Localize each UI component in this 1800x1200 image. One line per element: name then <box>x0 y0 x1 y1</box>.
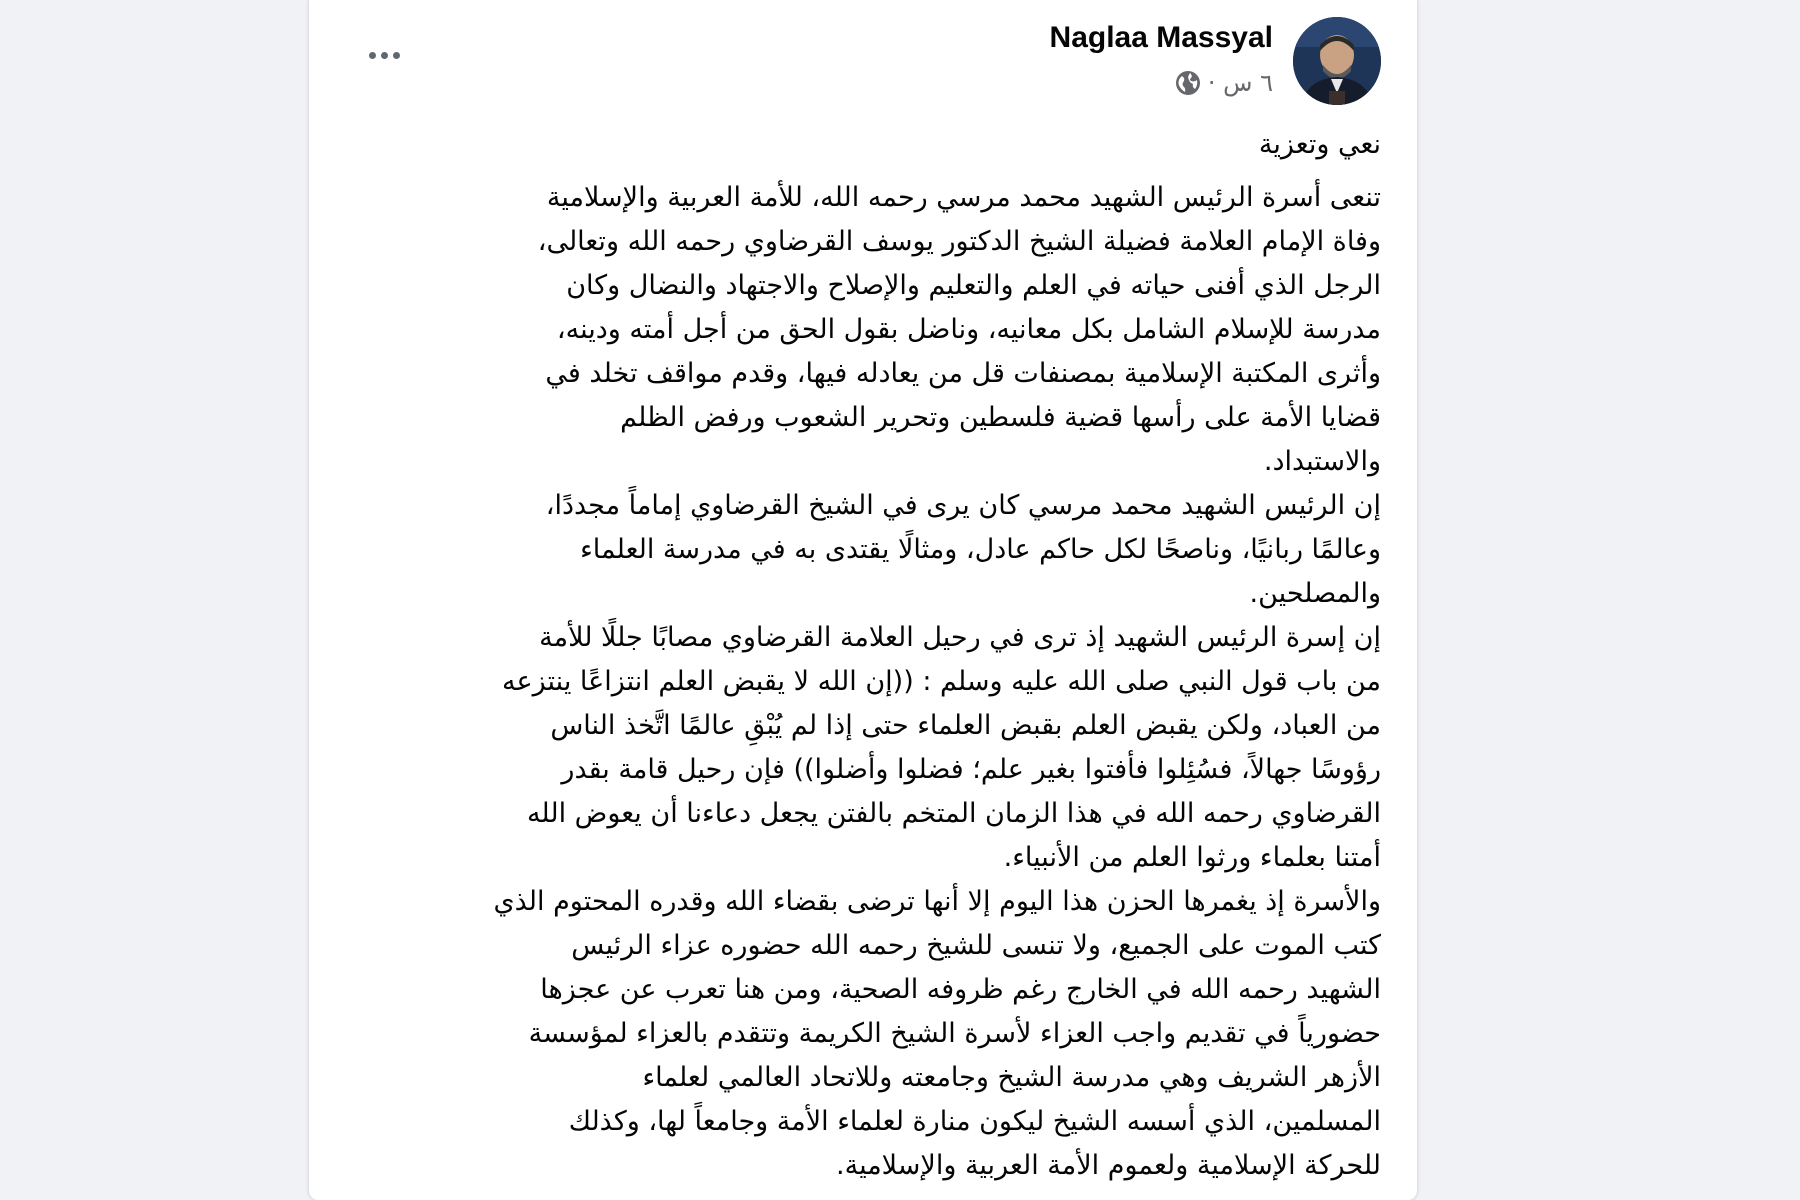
post-line: من باب قول النبي صلى الله عليه وسلم : ((إن الله لا يقبض العلم انتزاعًا ينتزعه <box>502 666 1381 697</box>
post-line: قضايا الأمة على رأسها قضية فلسطين وتحرير الشعوب ورفض الظلم <box>620 402 1381 433</box>
post-timestamp[interactable]: ٦ س · <box>1207 69 1273 97</box>
post-line: من العباد، ولكن يقبض العلم بقبض العلماء حتى إذا لم يُبْقِ عالمًا اتَّخذ الناس <box>550 710 1381 741</box>
author-avatar[interactable] <box>1293 17 1381 105</box>
post-line: كتب الموت على الجميع، ولا تنسى للشيخ رحمه الله حضوره عزاء الرئيس <box>571 930 1381 961</box>
post-line: والاستبداد. <box>1263 446 1381 477</box>
globe-icon[interactable] <box>1174 69 1202 97</box>
post-body <box>339 126 1381 1188</box>
post-card <box>308 0 1418 1200</box>
post-line: وعالمًا ربانيًا، وناصحًا لكل حاكم عادل، ومثالًا يقتدى به في مدرسة العلماء <box>580 534 1381 565</box>
post-line: القرضاوي رحمه الله في هذا الزمان المتخم بالفتن يجعل دعاءنا أن يعوض الله <box>526 798 1381 829</box>
post-line: إن إسرة الرئيس الشهيد إذ ترى في رحيل العلامة القرضاوي مصابًا جللًا للأمة <box>539 622 1381 653</box>
post-line: والمصلحين. <box>1249 578 1381 609</box>
post-line: الرجل الذي أفنى حياته في العلم والتعليم والإصلاح والاجتهاد والنضال وكان <box>566 270 1381 301</box>
post-line: الشهيد رحمه الله في الخارج رغم ظروفه الصحية، ومن هنا تعرب عن عجزها <box>540 974 1381 1005</box>
post-line: وأثرى المكتبة الإسلامية بمصنفات قل من يعادله فيها، وقدم مواقف تخلد في <box>545 358 1381 389</box>
post-line: المسلمين، الذي أسسه الشيخ ليكون منارة لعلماء الأمة وجامعاً لها، وكذلك <box>568 1106 1381 1137</box>
avatar-photo <box>1293 17 1381 105</box>
post-line: الأزهر الشريف وهي مدرسة الشيخ وجامعته وللاتحاد العالمي لعلماء <box>642 1062 1381 1093</box>
author-name[interactable]: Naglaa Massyal <box>1049 21 1273 54</box>
post-line: رؤوسًا جهالاً، فسُئِلوا فأفتوا بغير علم؛ فضلوا وأضلوا)) فإن رحيل قامة بقدر <box>561 754 1381 785</box>
more-options-icon <box>369 52 376 59</box>
post-line: أمتنا بعلماء ورثوا العلم من الأنبياء. <box>1003 842 1381 873</box>
more-options-button[interactable] <box>361 38 407 72</box>
post-line: مدرسة للإسلام الشامل بكل معانيه، وناضل بقول الحق من أجل أمته ودينه، <box>556 314 1381 345</box>
post-line: للحركة الإسلامية ولعموم الأمة العربية والإسلامية. <box>836 1150 1381 1181</box>
post-line: تنعى أسرة الرئيس الشهيد محمد مرسي رحمه الله، للأمة العربية والإسلامية <box>546 182 1381 213</box>
post-line: والأسرة إذ يغمرها الحزن هذا اليوم إلا أنها ترضى بقضاء الله وقدره المحتوم الذي <box>493 886 1381 917</box>
post-line: وفاة الإمام العلامة فضيلة الشيخ الدكتور يوسف القرضاوي رحمه الله وتعالى، <box>537 226 1381 257</box>
post-title: نعي وتعزية <box>1258 129 1381 160</box>
post-meta <box>1174 64 1273 102</box>
post-line: إن الرئيس الشهيد محمد مرسي كان يرى في الشيخ القرضاوي إماماً مجددًا، <box>545 490 1381 521</box>
post-line: حضورياً في تقديم واجب العزاء لأسرة الشيخ الكريمة وتتقدم بالعزاء لمؤسسة <box>528 1018 1381 1049</box>
